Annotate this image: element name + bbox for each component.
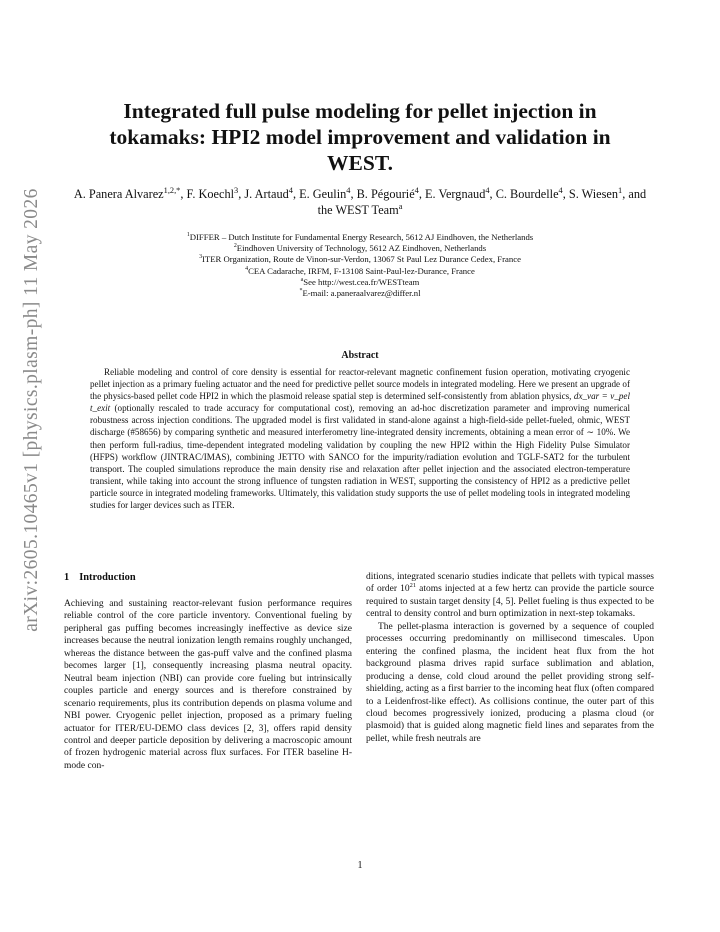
arxiv-identifier: arXiv:2605.10465v1 [physics.plasm-ph] 11 May 2026: [21, 188, 42, 632]
author: E. Geulin$^4$: [299, 185, 351, 201]
affiliation: *E-mail: a.paneraalvarez@differ.nl: [299, 288, 421, 299]
section-heading: 1 Introduction: [64, 572, 136, 583]
author: S. Wiesen$^1$: [568, 185, 623, 201]
affiliation: $^3$ITER Organization, Route de Vinon-sur-Verdon, 13067 St Paul Lez Durance Cedex, France: [199, 254, 521, 265]
abstract-formula: dx_var = v_pel t_exit: [90, 391, 630, 414]
left-column: [64, 571, 352, 772]
affiliation: $^2$Eindhoven University of Technology, 5612 AZ Eindhoven, Netherlands: [233, 243, 487, 254]
affiliation: $^a$See http://west.cea.fr/WESTteam: [300, 276, 420, 287]
abstract-text: Reliable modeling and control of core density is essential for reactor-relevant magnetic confinement fusion operation, motivating cryogenic pellet injection as a primary fueling actuator and the need for predictive pellet source models in integrated modeling. Here we present an upgrade of the physics-based pellet code HPI2 in which the plasmoid release spatial step is determined self-consistently from ablation physics, dx_var = v_pel t_exit (optionally rescaled to trade accuracy for computational cost), removing an ad-hoc discretization parameter and improving numerical robustness across injection conditions. The upgraded model is first validated in stand-alone against a high-field-side pellet-fueled, ohmic, WEST discharge (#58656) by comparing synthetic and measured interferometry line-integrated density increments, obtaining a mean error of ∼ 10%. We then perform full-radius, time-dependent integrated modeling validation by coupling the new HPI2 within the High Fidelity Pulse Simulator (HFPS) workflow (JINTRAC/IMAS), combining JETTO with SANCO for the impurity/radiation evolution and TGLF-SAT2 for the turbulent transport. The coupled simulations reproduce the main density rise and relaxation after pellet injection and the associated electron-temperature transient, while taking into account the strong influence of tungsten radiation in WEST, supporting the consistency of HPI2 as a predictive pellet particle source in integrated modeling frameworks. Ultimately, this validation study supports the use of pellet modeling tools in integrated modeling studies for larger devices such as ITER.: [90, 367, 630, 511]
pellet-plasma-paragraph: The pellet-plasma interaction is governed by a sequence of coupled processes occurring predominantly on millisecond timescales. Upon entering the confined plasma, the incident heat flux from the hot background plasma drives rapid surface sublimation and ablation, producing a dense, cold cloud around the pellet providing strong self-shielding, acting as a first barrier to the incoming heat flux (often compared to a Leidenfrost-like effect). As collisions continue, the outer part of this cloud becomes progressively ionized, producing a plasma cloud (or plasmoid) that is guided along magnetic field lines and separates from the pellet, while fresh neutrals are: [366, 621, 654, 744]
paper-title: Integrated full pulse modeling for pellet injection in tokamaks: HPI2 model improvement and validation in WEST.: [109, 99, 611, 175]
affiliation: $^1$DIFFER – Dutch Institute for Fundamental Energy Research, 5612 AJ Eindhoven, the Netherlands: [186, 232, 534, 242]
page-number: 1: [357, 860, 363, 871]
intro-paragraph-continued: ditions, integrated scenario studies indicate that pellets with typical masses of order $10^{21}$ atoms injected at a few hertz can provide the particle source required to sustain target density [4, 5]. Pellet fueling is thus expected to be central to density control and burn optimization in next-step tokamaks.: [366, 572, 654, 620]
intro-paragraph: Achieving and sustaining reactor-relevant fusion performance requires reliable control of the core particle inventory. Conventional fueling by peripheral gas puffing becomes increasingly ineffective as device size increases because the neutral ionization length remains roughly unchanged, whereas the distance between the gas-puff valve and the confined plasma becomes larger [1], consequently increasing plasma neutral opacity. Neutral beam injection (NBI) can provide core fueling but intrinsically couples particle and energy sources and is therefore constrained by scenario requirements, plus its contribution depends on plasma volume and NBI power. Cryogenic pellet injection, proposed as a primary fueling actuator for ITER/EU-DEMO class devices [2, 3], offers rapid density control and deeper particle deposition by delivering a macroscopic amount of frozen hydrogenic material across flux surfaces. For ITER baseline H-mode con-: [64, 599, 352, 771]
author: C. Bourdelle$^4$: [495, 185, 563, 201]
abstract-heading: Abstract: [341, 350, 379, 361]
author: A. Panera Alvarez$^{1,2,*}$: [73, 185, 181, 201]
author-list: A. Panera Alvarez$^{1,2,*}$, F. Koechl$^3$, J. Artaud$^4$, E. Geulin$^4$, B. Pégourié$^4$, E. Vergnaud$^4$, C. Bourdelle$^4$, S. Wiesen$^1$, and the WEST Team$^a$: [73, 185, 647, 217]
arxiv-identifier-margin: [0, 150, 64, 670]
affiliation-list: [80, 232, 640, 299]
author: F. Koechl$^3$: [186, 185, 239, 201]
author: and the WEST Team$^a$: [317, 187, 647, 217]
author: B. Pégourié$^4$: [356, 185, 419, 201]
right-column: [366, 571, 654, 745]
author: E. Vergnaud$^4$: [425, 185, 490, 201]
author: J. Artaud$^4$: [244, 185, 293, 201]
affiliation: $^4$CEA Cadarache, IRFM, F-13108 Saint-Paul-lez-Durance, France: [245, 265, 475, 276]
